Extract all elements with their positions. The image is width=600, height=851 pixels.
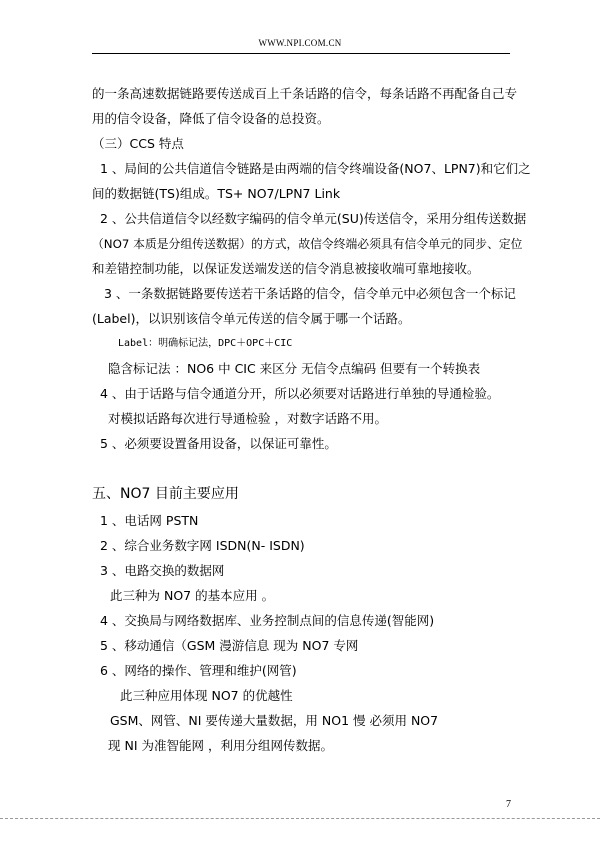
footer-divider <box>0 818 600 819</box>
paragraph-line: 用的信令设备，降低了信令设备的总投资。 <box>92 111 330 126</box>
paragraph-line: (Label)，以识别该信令单元传送的信令属于哪一个话路。 <box>92 311 411 326</box>
paragraph-line: 对模拟话路每次进行导通检验 ，对数字话路不用。 <box>108 411 387 426</box>
paragraph-line: 3 、一条数据链路要传送若干条话路的信令，信令单元中必须包含一个标记 <box>104 286 516 301</box>
list-item: 5 、移动通信（GSM 漫游信息 现为 NO7 专网 <box>100 638 359 653</box>
list-item: 1 、电话网 PSTN <box>100 513 199 528</box>
list-item: 4 、交换局与网络数据库、业务控制点间的信息传递(智能网) <box>100 613 435 628</box>
paragraph-line: 和差错控制功能，以保证发送端发送的信令消息被接收端可靠地接收。 <box>92 261 480 276</box>
label-explicit-line: Label：明确标记法，DPC＋OPC＋CIC <box>118 338 293 349</box>
paragraph-line: GSM、网管、NI 要传递大量数据，用 NO1 慢 必须用 NO7 <box>110 713 439 728</box>
list-item: 2 、综合业务数字网 ISDN(N- ISDN) <box>100 538 305 553</box>
paragraph-line: 的一条高速数据链路要传送成百上千条话路的信令，每条话路不再配备自己专 <box>92 86 518 101</box>
label-implicit-line: 隐含标记法 ：NO6 中 CIC 来区分 无信令点编码 但要有一个转换表 <box>108 361 481 376</box>
paragraph-line: 4 、由于话路与信令通道分开，所以必须要对话路进行单独的导通检验。 <box>100 386 500 401</box>
subsection-heading: （三）CCS 特点 <box>92 136 184 151</box>
list-item: 6 、网络的操作、管理和维护(网管) <box>100 663 297 678</box>
paragraph-line: 现 NI 为准智能网 ，利用分组网传数据。 <box>108 738 333 753</box>
page-number: 7 <box>506 799 511 810</box>
paragraph-line: （NO7 本质是分组传送数据）的方式，故信令终端必须具有信令单元的同步、定位 <box>92 237 523 251</box>
section-heading: 五、NO7 目前主要应用 <box>92 486 239 502</box>
summary-line: 此三种应用体现 NO7 的优越性 <box>120 688 293 703</box>
paragraph-line: 1 、局间的公共信道信令链路是由两端的信令终端设备(NO7、LPN7)和它们之 <box>100 161 531 176</box>
paragraph-line: 间的数据链(TS)组成。TS+ NO7/LPN7 Link <box>92 186 341 201</box>
paragraph-line: 2 、公共信道信令以经数字编码的信令单元(SU)传送信令，采用分组传送数据 <box>100 211 527 226</box>
summary-line: 此三种为 NO7 的基本应用 。 <box>110 588 275 603</box>
header-url: WWW.NPI.COM.CN <box>258 38 342 48</box>
header-divider <box>92 53 510 54</box>
list-item: 3 、电路交换的数据网 <box>100 563 225 578</box>
paragraph-line: 5 、必须要设置备用设备，以保证可靠性。 <box>100 436 337 451</box>
